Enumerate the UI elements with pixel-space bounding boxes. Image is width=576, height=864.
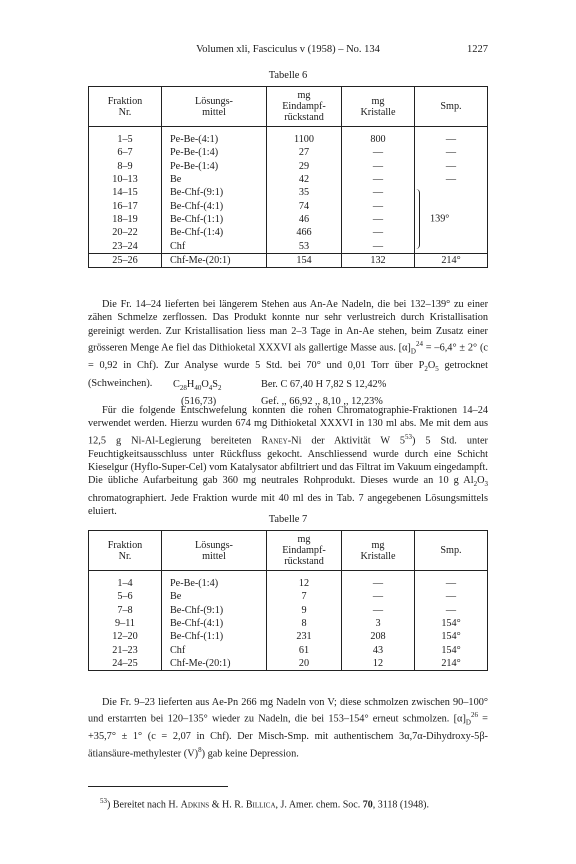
cell-nr: 18–19 (89, 213, 162, 226)
cell-smp: 154° (415, 643, 488, 656)
cell-smp: — (415, 590, 488, 603)
cell-smp: — (415, 146, 488, 159)
cell-kr: 3 (342, 617, 415, 630)
cell-nr: 23–24 (89, 239, 162, 253)
cell-lm: Be (162, 173, 267, 186)
ber-values: Ber. C 67,40 H 7,82 S 12,42% (261, 379, 387, 390)
table7-caption: Tabelle 7 (268, 514, 308, 525)
table-row (89, 643, 488, 656)
cell-mg: 27 (267, 146, 342, 159)
header-loesungsmittel: Lösungs- mittel (162, 87, 267, 127)
table-row (89, 253, 488, 267)
cell-lm: Be-Chf-(1:1) (162, 630, 267, 643)
header-eindampf: mg Eindampf- rückstand (267, 87, 342, 127)
cell-lm: Chf-Me-(20:1) (162, 657, 267, 671)
cell-mg: 231 (267, 630, 342, 643)
table-row (89, 186, 488, 199)
header-kristalle: mg Kristalle (342, 531, 415, 571)
cell-mg: 7 (267, 590, 342, 603)
cell-nr: 25–26 (89, 253, 162, 267)
cell-nr: 8–9 (89, 160, 162, 173)
table-row (89, 657, 488, 671)
cell-nr: 16–17 (89, 199, 162, 212)
cell-kr: — (342, 213, 415, 226)
cell-kr: 208 (342, 630, 415, 643)
table-row (89, 160, 488, 173)
cell-smp: 214° (415, 657, 488, 671)
cell-nr: 1–4 (89, 577, 162, 590)
cell-lm: Pe-Be-(4:1) (162, 133, 267, 146)
cell-smp: — (415, 577, 488, 590)
cell-mg: 74 (267, 199, 342, 212)
cell-kr: — (342, 239, 415, 253)
cell-mg: 466 (267, 226, 342, 239)
cell-mg: 42 (267, 173, 342, 186)
cell-kr: — (342, 160, 415, 173)
cell-lm: Be-Chf-(4:1) (162, 199, 267, 212)
cell-kr: — (342, 199, 415, 212)
cell-kr: — (342, 604, 415, 617)
table-row (89, 617, 488, 630)
cell-smp-text: 139° (430, 213, 450, 225)
paragraph-3: Die Fr. 9–23 lieferten aus Ae-Pn 266 mg Nadeln von V; diese schmolzen zwischen 90–100° und erstarrten bei 120–135° wieder zu Nadeln, die bei 153–154° erneut schmolzen. $[\alpha]_D^{26} = +35,7^\circ \pm 1^\circ$ (c = 2,07 in Chf). Der Misch-Smp. mit authentischem 3α,7α-Dihydroxy-5β-ätiansäure-methylester $(V)^8$) gab keine Depression. (88, 697, 488, 760)
cell-nr: 1–5 (89, 133, 162, 146)
cell-mg: 1100 (267, 133, 342, 146)
cell-lm: Be (162, 590, 267, 603)
cell-nr: 9–11 (89, 617, 162, 630)
cell-kr: — (342, 577, 415, 590)
cell-lm: Be-Chf-(9:1) (162, 604, 267, 617)
cell-nr: 24–25 (89, 657, 162, 671)
cell-lm: Be-Chf-(1:1) (162, 213, 267, 226)
journal-line: Volumen xli, Fasciculus v (1958) – No. 134 (196, 44, 380, 55)
cell-nr: 21–23 (89, 643, 162, 656)
cell-lm: Pe-Be-(1:4) (162, 146, 267, 159)
cell-lm: Pe-Be-(1:4) (162, 160, 267, 173)
cell-smp: 154° (415, 630, 488, 643)
cell-mg: 9 (267, 604, 342, 617)
cell-smp: — (415, 173, 488, 186)
header-fraktion: Fraktion Nr. (89, 531, 162, 571)
table6 (88, 86, 488, 268)
table-row (89, 173, 488, 186)
cell-mg: 35 (267, 186, 342, 199)
table7 (88, 530, 488, 671)
cell-mg: 20 (267, 657, 342, 671)
cell-smp: 154° (415, 617, 488, 630)
cell-smp (415, 186, 488, 253)
cell-mg: 61 (267, 643, 342, 656)
cell-lm: Chf (162, 239, 267, 253)
header-kristalle: mg Kristalle (342, 87, 415, 127)
cell-mg: 53 (267, 239, 342, 253)
cell-nr: 10–13 (89, 173, 162, 186)
molecular-weight: (516,73) (181, 396, 217, 408)
cell-nr: 14–15 (89, 186, 162, 199)
cell-lm: Chf-Me-(20:1) (162, 253, 267, 267)
page-number: 1227 (467, 44, 488, 55)
analysis-formula: $C_{28}H_{40}O_4S_2$ Ber. C 67,40 H 7,82 S 12,42% (516,73) Gef. ,, 66,92 ,, 8,10 ,, 12,23% (173, 379, 387, 408)
table-row (89, 146, 488, 159)
gef-values: Gef. ,, 66,92 ,, 8,10 ,, 12,23% (261, 396, 383, 408)
table-row (89, 577, 488, 590)
cell-kr: — (342, 226, 415, 239)
footnote-rule (88, 786, 228, 787)
table-row (89, 604, 488, 617)
header-smp: Smp. (415, 87, 488, 127)
cell-nr: 6–7 (89, 146, 162, 159)
table-row (89, 133, 488, 146)
paragraph-1: Die Fr. 14–24 lieferten bei längerem Stehen aus An-Ae Nadeln, die bei 132–139° zu einer zähen Schmelze zerflossen. Das Produkt konnte nur sehr verlustreich durch Kristallisation gereinigt werden. Zur Kristallisation liess man 2–3 Tage in An-Ae stehen, beim Zusatz einer grösseren Menge Ae fiel das Dithioketal XXXVI als gallertige Masse aus. $[\alpha]_D^{24} = -6,4^\circ \pm 2^\circ$ (c = 0,92 in Chf). Zur Analyse wurde 5 Std. bei 70° und 0,01 Torr über $P_2O_5$ getrocknet (Schweinchen). (88, 299, 489, 389)
footnote-53: $^{53}$) Bereitet nach H. Adkins & H. R. Billica, J. Amer. chem. Soc. 70, 3118 (1948). (100, 797, 430, 811)
cell-mg: 29 (267, 160, 342, 173)
cell-smp: — (415, 133, 488, 146)
cell-kr: — (342, 186, 415, 199)
cell-lm: Pe-Be-(1:4) (162, 577, 267, 590)
cell-mg: 12 (267, 577, 342, 590)
cell-mg: 46 (267, 213, 342, 226)
brace (415, 189, 420, 249)
cell-kr: 12 (342, 657, 415, 671)
cell-kr: — (342, 173, 415, 186)
running-header (88, 44, 488, 58)
cell-lm: Chf (162, 643, 267, 656)
paragraph-2: Für die folgende Entschwefelung konnten die rohen Chromatographie-Fraktionen 14–24 verwendet werden. Hierzu wurden 674 mg Dithioketal XXXVI in 130 ml abs. Me mit dem aus 12,5 g Ni-Al-Legierung bereiteten Raney-Ni der Aktivität W $5^{53}$) 5 Std. unter Feuchtigkeitsausschluss unter Rückfluss gekocht. Anschliessend wurde durch eine Schicht Kieselgur (Hyflo-Super-Cel) vom Katalysator abfiltriert und das Filtrat im Vakuum eingedampft. Die übliche Aufarbeitung gab 360 mg neutrales Rohprodukt. Dieses wurde an 10 g $Al_2O_3$ chromatographiert. Jede Fraktion wurde mit 40 ml des in Tab. 7 angegebenen Lösungsmittels eluiert. (88, 405, 488, 518)
cell-nr: 20–22 (89, 226, 162, 239)
cell-nr: 7–8 (89, 604, 162, 617)
table-row (89, 590, 488, 603)
cell-kr: 800 (342, 133, 415, 146)
table-row (89, 630, 488, 643)
header-eindampf: mg Eindampf- rückstand (267, 531, 342, 571)
header-loesungsmittel: Lösungs- mittel (162, 531, 267, 571)
table6-caption: Tabelle 6 (268, 70, 308, 81)
cell-lm: Be-Chf-(9:1) (162, 186, 267, 199)
cell-smp: 214° (415, 253, 488, 267)
cell-mg: 8 (267, 617, 342, 630)
cell-kr: 132 (342, 253, 415, 267)
cell-nr: 5–6 (89, 590, 162, 603)
cell-kr: 43 (342, 643, 415, 656)
header-fraktion: Fraktion Nr. (89, 87, 162, 127)
cell-mg: 154 (267, 253, 342, 267)
cell-kr: — (342, 146, 415, 159)
cell-smp: — (415, 160, 488, 173)
cell-lm: Be-Chf-(4:1) (162, 617, 267, 630)
cell-lm: Be-Chf-(1:4) (162, 226, 267, 239)
header-smp: Smp. (415, 531, 488, 571)
cell-kr: — (342, 590, 415, 603)
cell-smp: — (415, 604, 488, 617)
cell-nr: 12–20 (89, 630, 162, 643)
